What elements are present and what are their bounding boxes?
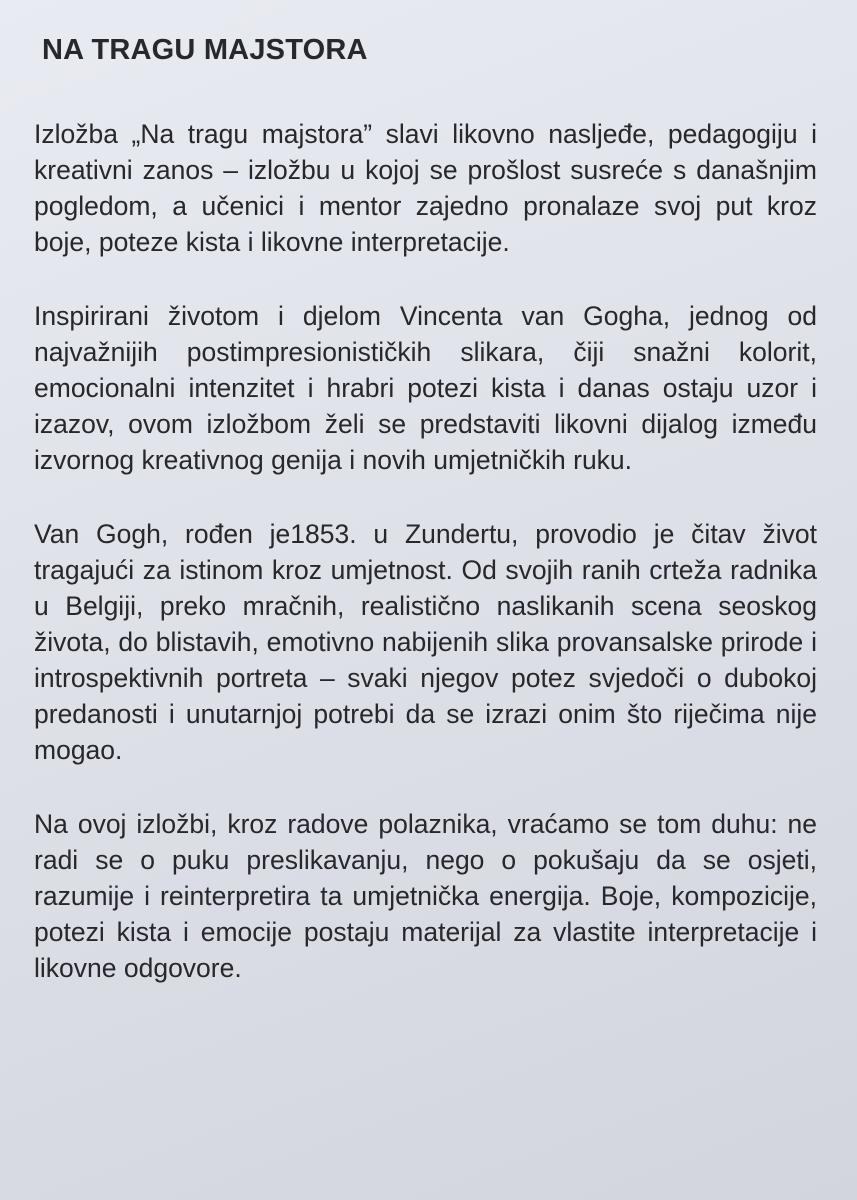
paragraph-inspiration: Inspirirani životom i djelom Vincenta van Gogha, jednog od najvažnijih postimpresionističkih slikara, čiji snažni kolorit, emocionalni intenzitet i hrabri potezi kista i danas ostaju uzor i izazov, ovom izložbom želi se predstaviti likovni dijalog između izvornog kreativnog genija i novih umjetničkih ruku.: [34, 301, 817, 475]
paragraph-van-gogh-life: Van Gogh, rođen je1853. u Zundertu, provodio je čitav život tragajući za istinom kroz umjetnost. Od svojih ranih crteža radnika u Belgiji, preko mračnih, realistično naslikanih scena seoskog života, do blistavih, emotivno nabijenih slika provansalske prirode i introspektivnih portreta – svaki njegov potez svjedoči o dubokoj predanosti i unutarnjoj potrebi da se izrazi onim što riječima nije mogao.: [34, 519, 817, 765]
document-title: NA TRAGU MAJSTORA: [42, 34, 368, 66]
paragraph-exhibition: Na ovoj izložbi, kroz radove polaznika, vraćamo se tom duhu: ne radi se o puku preslikavanju, nego o pokušaju da se osjeti, razumije i reinterpretira ta umjetnička energija. Boje, kompozicije, potezi kista i emocije postaju materijal za vlastite interpretacije i likovne odgovore.: [34, 809, 817, 983]
paragraph-intro: Izložba „Na tragu majstora” slavi likovno nasljeđe, pedagogiju i kreativni zanos – izložbu u kojoj se prošlost susreće s današnjim pogledom, a učenici i mentor zajedno pronalaze svoj put kroz boje, poteze kista i likovne interpretacije.: [34, 119, 817, 257]
